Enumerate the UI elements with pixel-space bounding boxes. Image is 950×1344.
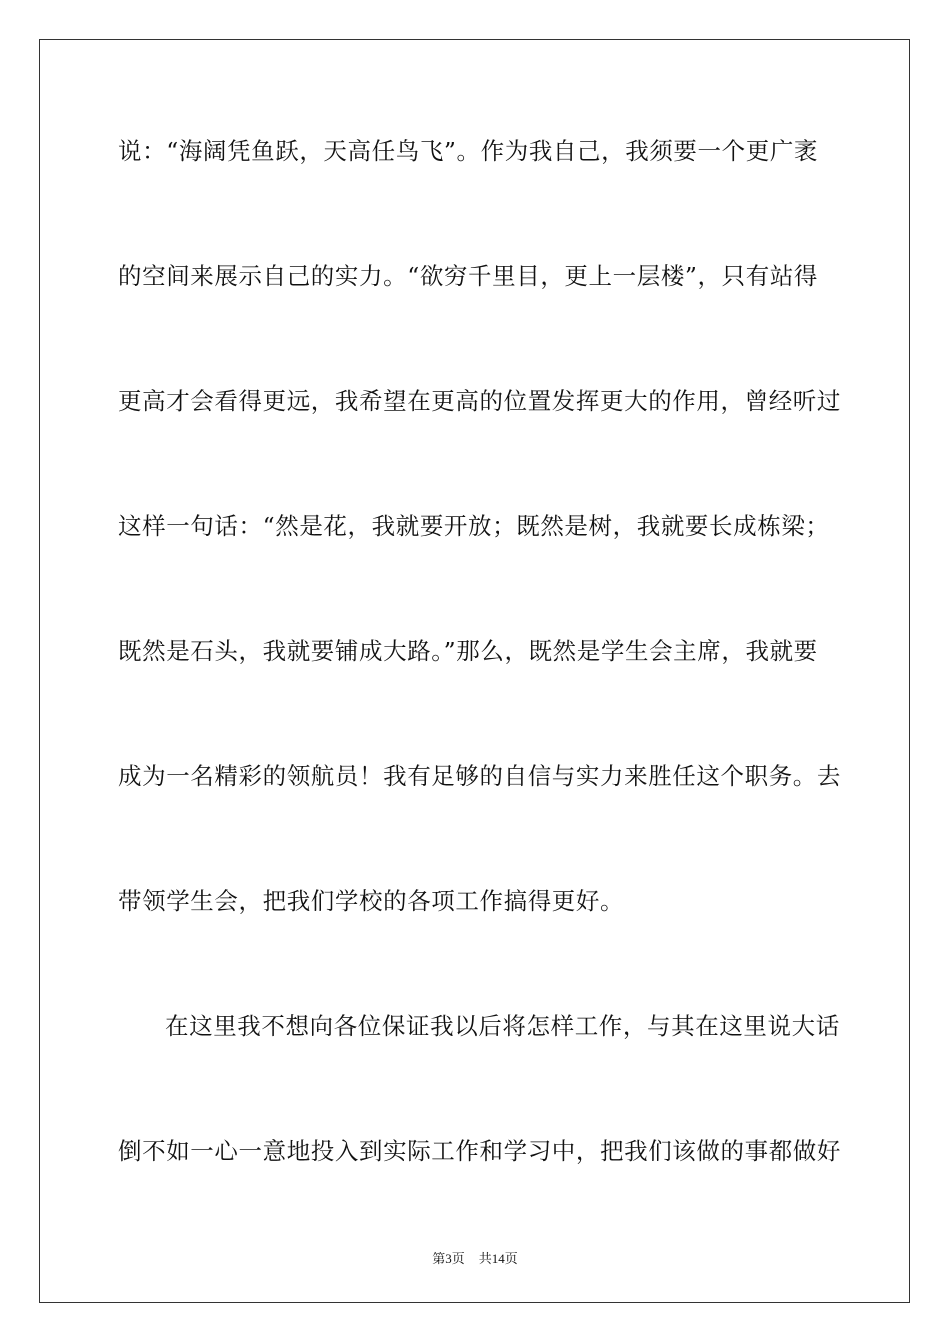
current-page-label: 第3页 [432, 1251, 465, 1266]
body-line-4: 这样一句话：“然是花，我就要开放；既然是树，我就要长成栋梁； [118, 512, 830, 540]
body-line-3: 更高才会看得更远，我希望在更高的位置发挥更大的作用，曾经听过 [118, 387, 841, 415]
body-line-8-paragraph-start: 在这里我不想向各位保证我以后将怎样工作，与其在这里说大话 [165, 1012, 840, 1040]
page-border [39, 39, 910, 1303]
body-line-9: 倒不如一心一意地投入到实际工作和学习中，把我们该做的事都做好 [118, 1137, 841, 1165]
body-line-5: 既然是石头，我就要铺成大路。”那么，既然是学生会主席，我就要 [118, 637, 818, 665]
body-line-6: 成为一名精彩的领航员！我有足够的自信与实力来胜任这个职务。去 [118, 762, 841, 790]
body-line-1: 说：“海阔凭鱼跃，天高任鸟飞”。作为我自己，我须要一个更广袤 [118, 137, 819, 165]
body-line-2: 的空间来展示自己的实力。“欲穷千里目，更上一层楼”，只有站得 [118, 262, 819, 290]
body-line-7: 带领学生会，把我们学校的各项工作搞得更好。 [118, 887, 625, 915]
page-footer [0, 1248, 950, 1267]
total-pages-label: 共14页 [478, 1251, 518, 1266]
